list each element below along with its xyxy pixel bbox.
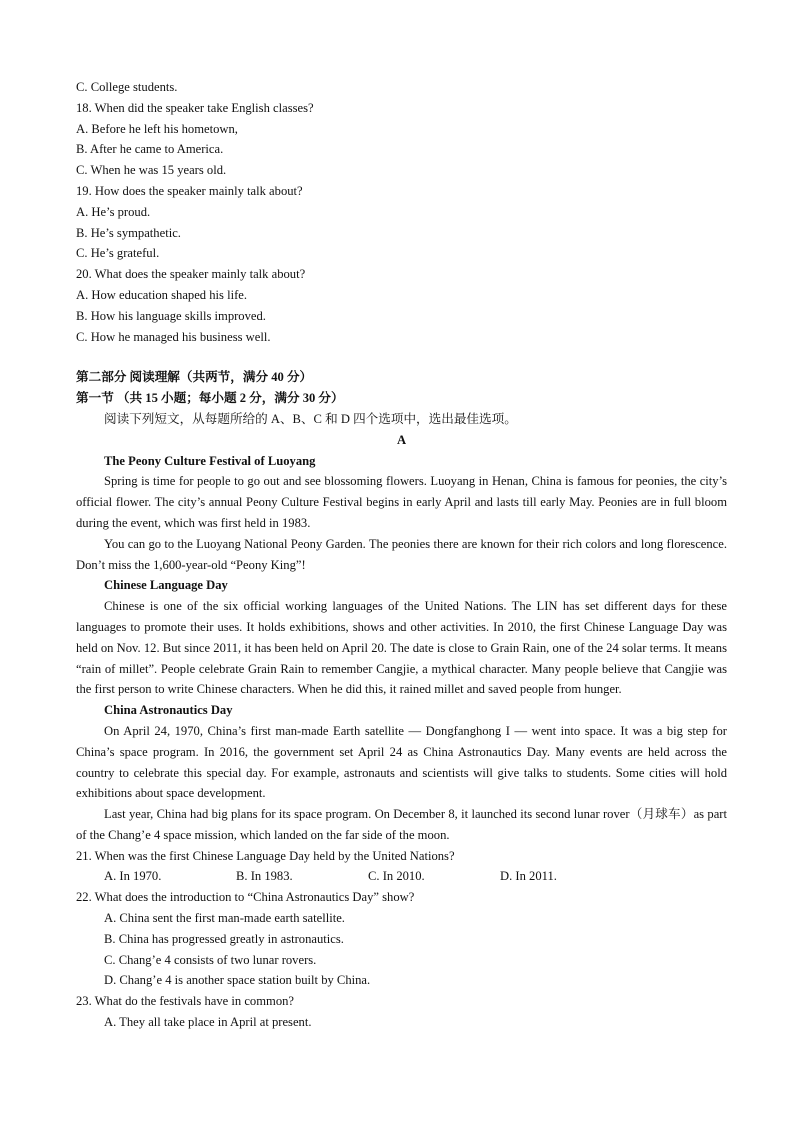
section1-heading: 第一节 （共 15 小题；每小题 2 分，满分 30 分）	[76, 391, 344, 406]
q23-option-a: A. They all take place in April at present.	[104, 1015, 312, 1030]
q20-option-b: B. How his language skills improved.	[76, 308, 266, 323]
q23-question: 23. What do the festivals have in common?	[76, 994, 295, 1009]
q18-option-a: A. Before he left his hometown,	[76, 121, 238, 136]
q20-option-a: A. How education shaped his life.	[76, 287, 248, 302]
q19-option-b: B. He’s sympathetic.	[76, 225, 181, 240]
q20-option-c: C. How he managed his business well.	[76, 329, 271, 344]
q22-option-b: B. China has progressed greatly in astronautics.	[104, 931, 344, 946]
q22-question: 22. What does the introduction to “China Astronautics Day” show?	[76, 890, 415, 905]
q21-options	[76, 866, 727, 887]
passage-title-astronautics-day: China Astronautics Day	[104, 703, 233, 718]
q22-option-a: A. China sent the first man-made earth satellite.	[104, 911, 345, 926]
exam-page	[76, 77, 727, 1033]
q22-option-d: D. Chang’e 4 is another space station built by China.	[104, 973, 371, 988]
passage-title-peony: The Peony Culture Festival of Luoyang	[104, 453, 316, 468]
q19-question: 19. How does the speaker mainly talk about?	[76, 183, 303, 198]
passage-label: A	[396, 432, 407, 447]
q19-option-a: A. He’s proud.	[76, 204, 151, 219]
paragraph-peony-1: Spring is time for people to go out and see blossoming flowers. Luoyang in Henan, China is famous for peonies, the city’s official flower. The city’s annual Peony Culture Festival begins in early April and lasts till early May. Peonies are in full bloom during the event, which was first held in 1983.	[76, 474, 727, 530]
q22-option-c: C. Chang’e 4 consists of two lunar rovers.	[104, 952, 317, 967]
part2-heading: 第二部分 阅读理解（共两节，满分 40 分）	[76, 370, 313, 385]
q21-question: 21. When was the first Chinese Language Day held by the United Nations?	[76, 848, 455, 863]
paragraph-astronautics-1: On April 24, 1970, China’s first man-made Earth satellite — Dongfanghong I — went into space. It was a big step for China’s space program. In 2016, the government set April 24 as China Astronautics Day. Many events are held across the country to celebrate this special day. For example, astronauts and scientists will give talks to students. Some cities will hold exhibitions about space development.	[76, 723, 727, 801]
reading-instruction: 阅读下列短文，从每题所给的 A、B、C 和 D 四个选项中，选出最佳选项。	[104, 411, 517, 426]
q18-option-c: C. When he was 15 years old.	[76, 163, 227, 178]
section-gap	[76, 347, 727, 367]
passage-title-language-day: Chinese Language Day	[104, 578, 228, 593]
q21-option-d: D. In 2011.	[500, 869, 557, 884]
q19-option-c: C. He’s grateful.	[76, 246, 160, 261]
q18-question: 18. When did the speaker take English classes?	[76, 100, 314, 115]
q17-option-c: C. College students.	[76, 80, 178, 94]
paragraph-peony-2: You can go to the Luoyang National Peony Garden. The peonies there are known for their rich colors and long florescence. Don’t miss the 1,600-year-old “Peony King”!	[76, 536, 727, 572]
q18-option-b: B. After he came to America.	[76, 142, 224, 157]
q21-option-b: B. In 1983.	[236, 869, 293, 884]
q21-option-a: A. In 1970.	[104, 869, 162, 884]
q21-option-c: C. In 2010.	[368, 869, 425, 884]
paragraph-language-day: Chinese is one of the six official working languages of the United Nations. The LIN has set different days for these languages to promote their uses. It holds exhibitions, shows and other activities. In 2010, the first Chinese Language Day was held on Nov. 12. But since 2011, it has been held on April 20. The date is close to Grain Rain, one of the 24 solar terms. It means “rain of millet”. People celebrate Grain Rain to remember Cangjie, a mythical character. Many people believe that Cangjie was the first person to write Chinese characters. When he did this, it rained millet and saved people from hunger.	[76, 599, 727, 697]
paragraph-astronautics-2: Last year, China had big plans for its space program. On December 8, it launched its second lunar rover（月球车）as part of the Chang’e 4 space mission, which landed on the far side of the moon.	[76, 807, 727, 842]
q20-question: 20. What does the speaker mainly talk about?	[76, 267, 306, 282]
